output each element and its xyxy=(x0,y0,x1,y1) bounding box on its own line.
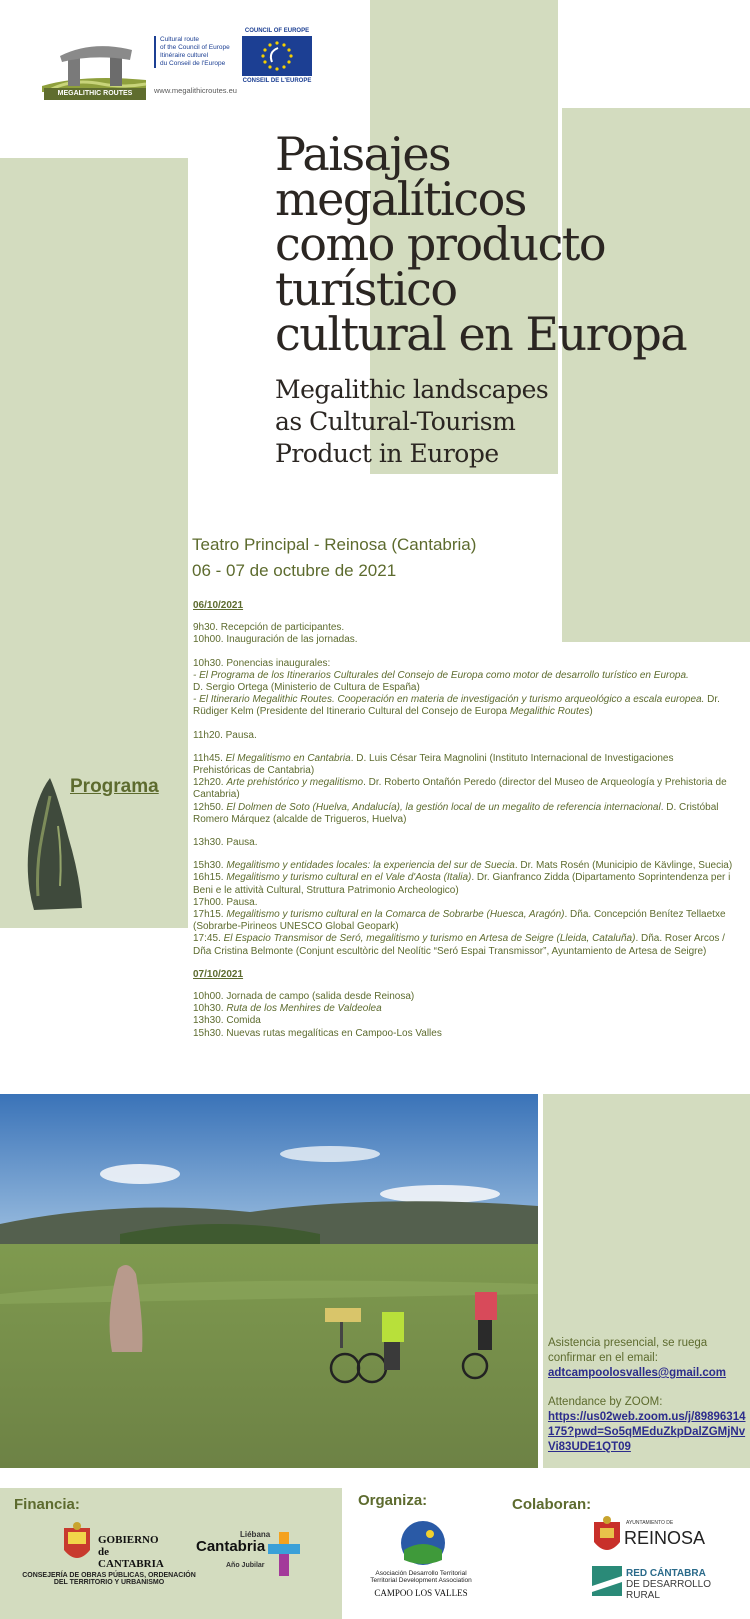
council-of-europe-logo xyxy=(242,28,312,88)
title-line: cultural en Europa xyxy=(275,307,687,361)
talk-title: El Dolmen de Soto (Huelva, Andalucía), la gestión local de un megalito de referencia internacional xyxy=(226,801,661,813)
ayuntamiento-text: AYUNTAMIENTO DE xyxy=(626,1520,674,1526)
megalithic-routes-label: MEGALITHIC ROUTES xyxy=(44,88,146,100)
consejeria-line: DEL TERRITORIO Y URBANISMO xyxy=(53,1579,165,1586)
red-line: RURAL xyxy=(626,1590,660,1601)
title-spanish xyxy=(275,127,745,361)
zoom-link[interactable]: https://us02web.zoom.us/j/89896314175?pwd=So5qMEduZkpDalZGMjNvVi83UDE1QT09 xyxy=(548,1411,746,1453)
program-item xyxy=(193,860,733,872)
coe-top-text: COUNCIL OF EUROPE xyxy=(244,28,310,34)
zoom-label: Attendance by ZOOM: xyxy=(548,1396,663,1408)
consejeria-line: CONSEJERÍA DE OBRAS PÚBLICAS, ORDENACIÓN xyxy=(22,1572,196,1579)
program-item xyxy=(193,872,733,896)
ano-jubilar-text: Año Jubilar xyxy=(226,1562,265,1569)
program-item xyxy=(193,670,733,682)
title-line: como producto xyxy=(275,217,606,271)
gobierno-line: de xyxy=(98,1546,109,1558)
red-cantabra-text xyxy=(626,1568,711,1601)
program-item: 17h00. Pausa. xyxy=(193,896,258,908)
gobierno-cantabria-logo xyxy=(98,1534,164,1570)
program-item: D. Sergio Ortega (Ministerio de Cultura de España) xyxy=(193,682,420,694)
title-english xyxy=(275,374,605,470)
talk-title: Megalithic Routes xyxy=(509,706,590,718)
cantabria-shield-icon xyxy=(62,1522,92,1566)
time: 15h30. xyxy=(193,860,227,872)
subtitle-line: Product in Europe xyxy=(275,439,499,468)
speaker: . D. Cristóbal Romero Márquez (alcalde de Trigueros, Huelva) xyxy=(193,801,719,825)
time: 12h50. xyxy=(193,801,227,813)
program-date: 06/10/2021 xyxy=(193,600,244,611)
cultural-route-line: of the Council of Europe xyxy=(160,44,230,51)
program-block xyxy=(193,860,733,958)
program-item: 13h30. Comida xyxy=(193,1015,261,1027)
program-item: 10h00. Inauguración de las jornadas. xyxy=(193,634,358,646)
colaboran-heading: Colaboran: xyxy=(512,1496,592,1513)
time: 17:45. xyxy=(193,933,224,945)
program-item xyxy=(193,1003,733,1015)
program-item xyxy=(193,802,733,826)
campoo-los-valles-logo-icon xyxy=(400,1520,446,1566)
program-date: 07/10/2021 xyxy=(193,968,244,980)
cross-icon xyxy=(268,1532,300,1576)
financia-heading: Financia: xyxy=(14,1496,80,1513)
subtitle-line: as Cultural-Tourism xyxy=(275,407,516,436)
talk-title: Megalitismo y turismo cultural en el Vale d'Aosta (Italia) xyxy=(226,872,472,884)
program-block xyxy=(193,658,733,719)
program-item: 15h30. Nuevas rutas megalíticas en Campoo-Los Valles xyxy=(193,1027,442,1039)
program-item xyxy=(193,777,733,801)
time: 16h15. xyxy=(193,872,227,884)
talk-title: Megalitismo y turismo cultural en la Comarca de Sobrarbe (Huesca, Aragón) xyxy=(226,909,565,921)
gobierno-line: CANTABRIA xyxy=(98,1558,164,1570)
header-logos xyxy=(42,30,372,106)
time: 12h20. xyxy=(193,777,227,789)
program-schedule xyxy=(193,600,733,1051)
speaker: ) xyxy=(589,706,593,718)
program-item xyxy=(193,753,733,777)
talk-title: Megalitismo y entidades locales: la experiencia del sur de Suecia xyxy=(226,860,515,872)
asociacion-line: Territorial Development Association xyxy=(370,1577,472,1584)
program-item xyxy=(193,909,733,933)
liebana-text: Liébana xyxy=(240,1530,271,1539)
talk-title: Arte prehistórico y megalitismo xyxy=(226,777,364,789)
red-cantabra-icon xyxy=(592,1566,622,1596)
program-block xyxy=(193,991,733,1040)
time: 17h15. xyxy=(193,909,227,921)
eu-flag-icon xyxy=(242,36,312,76)
contact-info xyxy=(548,1336,746,1455)
subtitle-line: Megalithic landscapes xyxy=(275,375,549,404)
venue-dates: 06 - 07 de octubre de 2021 xyxy=(192,561,397,580)
speaker: . D. Luis César Teira Magnolini (Instituto Internacional de Investigaciones Prehistóricas de Cantabria) xyxy=(193,752,674,777)
attendance-text: Asistencia presencial, se ruega confirmar en el email: xyxy=(548,1337,708,1364)
program-item: 13h30. Pausa. xyxy=(193,837,258,849)
reinosa-text: REINOSA xyxy=(624,1528,706,1548)
program-block xyxy=(193,622,733,646)
title-line: megalíticos xyxy=(275,172,526,226)
title-line: turístico xyxy=(275,262,457,316)
red-line: DE DESARROLLO xyxy=(626,1579,712,1590)
program-item: 10h30. Ponencias inaugurales: xyxy=(193,657,331,669)
time: 11h45. xyxy=(193,752,226,764)
asociacion-text xyxy=(356,1570,486,1584)
cultural-route-line: Itinéraire culturel xyxy=(160,52,209,59)
landscape-photo xyxy=(0,1094,538,1468)
speaker: . Dña. Roser Arcos / Dña Cristina Belmonte (Conjunt escultòric del Neolític “Seró Espai Transmissor”, Ayuntamiento de Artesa de Seigre) xyxy=(193,933,725,957)
programa-heading: Programa xyxy=(70,776,159,797)
spacer xyxy=(548,1381,746,1395)
speaker: . Dr. Gianfranco Zidda (Dipartamento Soprintendenza per i Beni e le attività Cultural, Struttura Patrimonio Archeologico) xyxy=(193,872,731,896)
organiza-heading: Organiza: xyxy=(358,1492,428,1509)
gobierno-line: GOBIERNO xyxy=(98,1534,159,1546)
program-item: 10h00. Jornada de campo (salida desde Reinosa) xyxy=(193,991,415,1003)
coe-bottom-text: CONSEIL DE L'EUROPE xyxy=(242,78,312,84)
program-item xyxy=(193,694,733,718)
red-line: RED CÁNTABRA xyxy=(626,1568,706,1579)
cantabria-liebana-logo xyxy=(196,1530,306,1590)
talk-title: - El Itinerario Megalithic Routes. Cooperación en materia de investigación y turismo arqueológico a escala europea. xyxy=(193,694,705,706)
talk-title: - El Programa de los Itinerarios Culturales del Consejo de Europa como motor de desarrollo turístico en Europa. xyxy=(193,669,689,681)
program-item: 11h20. Pausa. xyxy=(193,729,257,741)
talk-title: Ruta de los Menhires de Valdeolea xyxy=(226,1003,382,1015)
speaker: . Dr. Roberto Ontañón Peredo (director del Museo de Arqueología y Prehistoria de Cantabria) xyxy=(193,777,727,801)
venue-place: Teatro Principal - Reinosa (Cantabria) xyxy=(192,535,477,554)
cultural-route-line: Cultural route xyxy=(160,36,200,43)
cultural-route-text xyxy=(154,36,238,68)
speaker: . Dr. Mats Rosén (Municipio de Kävlinge, Suecia) xyxy=(514,860,733,872)
venue-info xyxy=(192,532,476,584)
consejeria-text xyxy=(14,1572,204,1586)
website-url[interactable]: www.megalithicroutes.eu xyxy=(154,86,237,95)
campoo-text: CAMPOO LOS VALLES xyxy=(374,1588,468,1598)
program-item xyxy=(193,933,733,957)
talk-title: El Espacio Transmisor de Seró, megalitismo y turismo en Artesa de Seigre (Lleida, Cataluña) xyxy=(223,933,636,945)
cultural-route-line: du Conseil de l'Europe xyxy=(160,60,226,67)
title-line: Paisajes xyxy=(275,127,451,181)
time: 10h30. xyxy=(193,1003,227,1015)
talk-title: El Megalitismo en Cantabria xyxy=(225,752,351,764)
email-link[interactable]: adtcampoolosvalles@gmail.com xyxy=(548,1367,727,1379)
speaker: . Dña. Concepción Benítez Tellaetxe (Sobrarbe-Pirineos UNESCO Global Geopark) xyxy=(193,909,726,933)
cantabria-brand-text: Cantabria xyxy=(196,1538,266,1555)
program-block xyxy=(193,753,733,826)
asociacion-line: Asociación Desarrollo Territorial xyxy=(375,1570,467,1577)
reinosa-shield-icon xyxy=(592,1516,622,1558)
speaker: Dr. Rüdiger Kelm (Presidente del Itinerario Cultural del Consejo de Europa xyxy=(193,694,720,718)
program-item: 9h30. Recepción de participantes. xyxy=(193,622,345,634)
